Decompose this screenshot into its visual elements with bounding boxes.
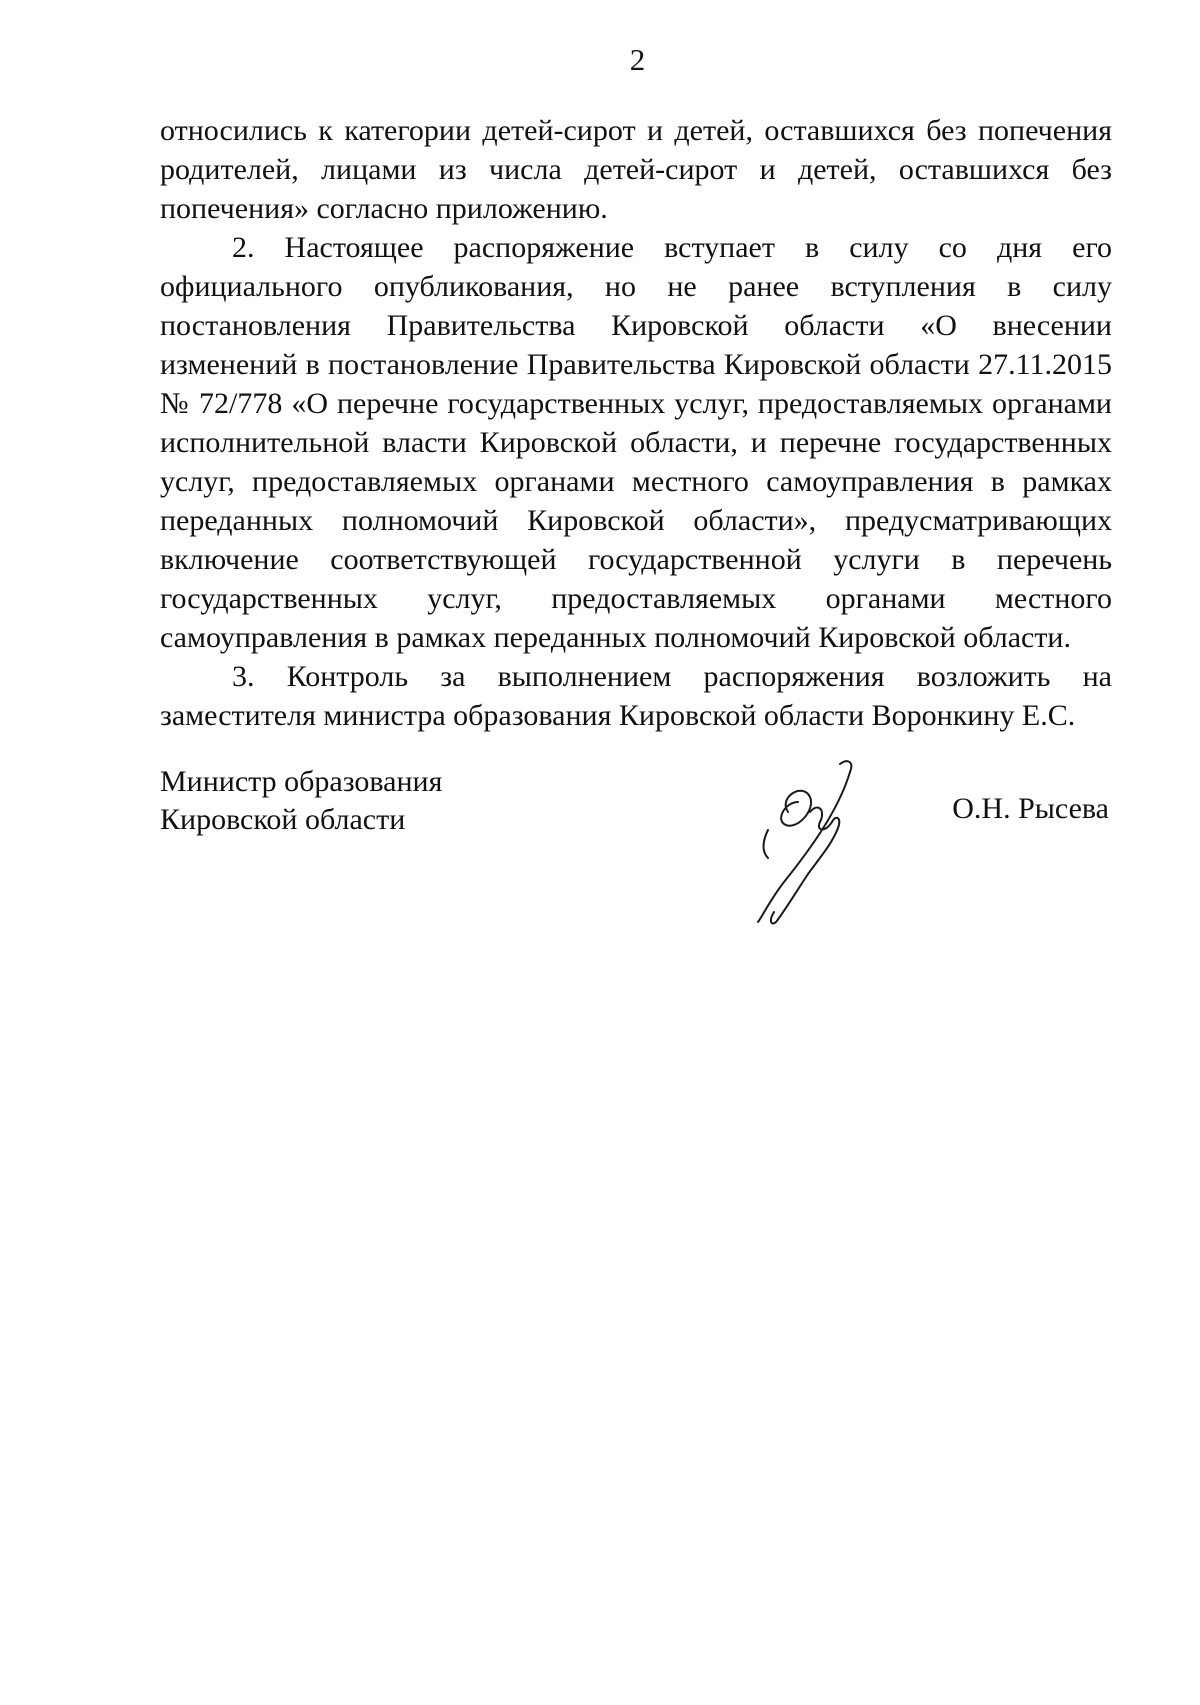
handwritten-signature-icon <box>748 752 878 927</box>
signatory-name: О.Н. Рысева <box>952 792 1109 825</box>
document-body <box>160 111 1112 735</box>
paragraph-3: 3. Контроль за выполнением распоряжения возложить на заместителя министра образования Кировской области Воронкину Е.С. <box>160 660 1112 732</box>
paragraph-1: относились к категории детей-сирот и детей, оставшихся без попечения родителей, лицами из числа детей-сирот и детей, оставшихся без попечения» согласно приложению. <box>160 114 1112 225</box>
position-line-2: Кировской области <box>160 803 406 836</box>
position-line-1: Министр образования <box>160 765 443 798</box>
paragraph-2: 2. Настоящее распоряжение вступает в силу со дня его официального опубликования, но не ранее вступления в силу постановления Правительства Кировской области «О внесении изменений в постановление Правительства Кировской области 27.11.2015 № 72/778 «О перечне государственных услуг, предоставляемых органами исполнительной власти Кировской области, и перечне государственных услуг, предоставляемых органами местного самоуправления в рамках переданных полномочий Кировской области», предусматривающих включение соответствующей государственной услуги в перечень государственных услуг, предоставляемых органами местного самоуправления в рамках переданных полномочий Кировской области. <box>160 231 1112 654</box>
signatory-position <box>160 763 442 839</box>
page-number: 2 <box>629 42 646 77</box>
